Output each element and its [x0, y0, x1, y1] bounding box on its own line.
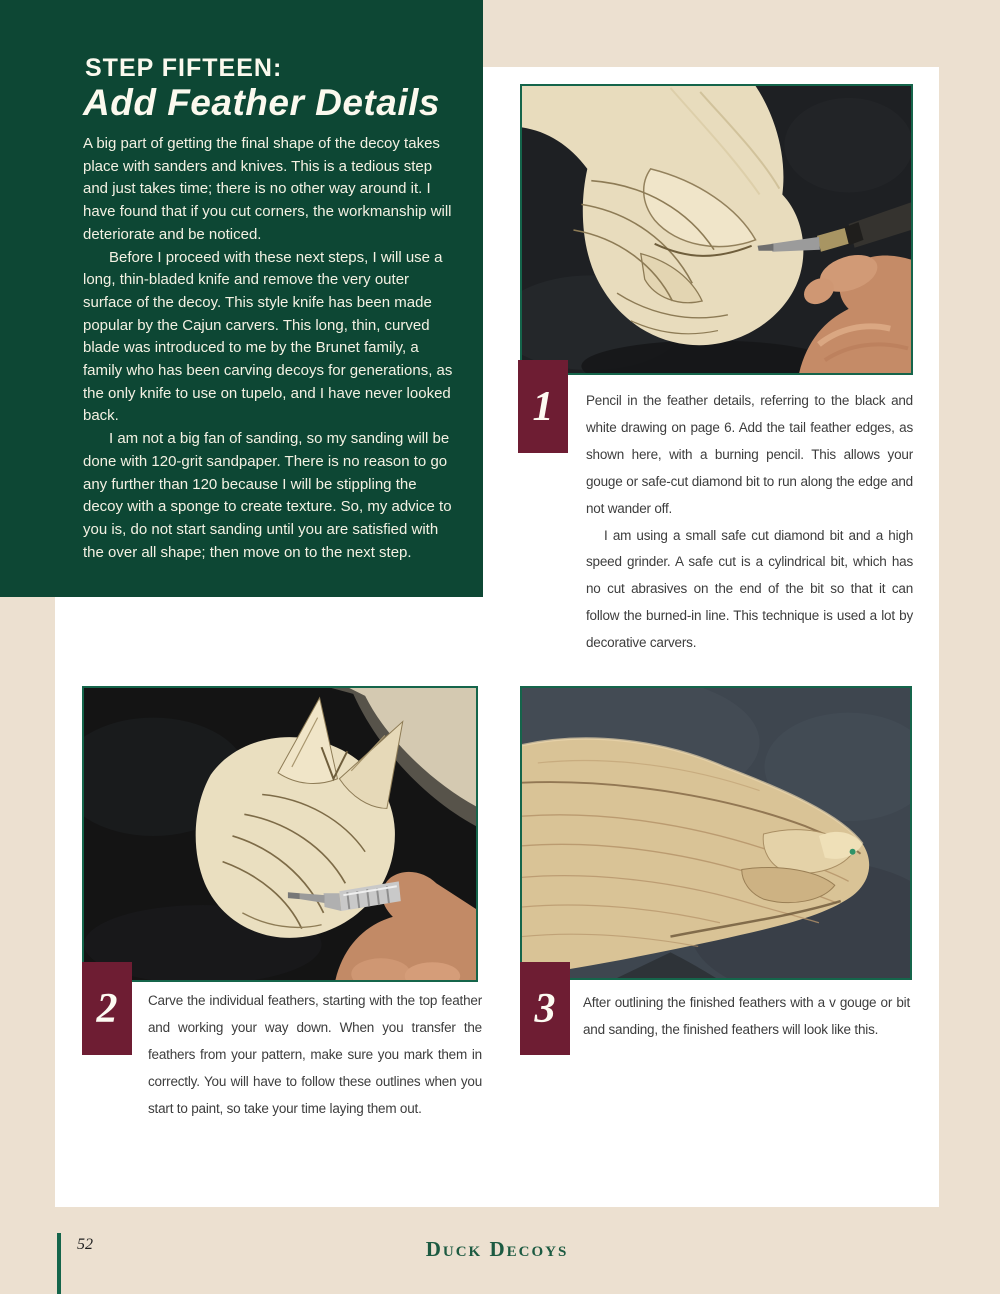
caption-paragraph: Carve the individual feathers, starting with the top feather and working your way down. When you transfer the feathers from your pattern, make sure you mark them in correctly. You will have to follow these outlines when you start to paint, so take your time laying them out.	[148, 993, 482, 1116]
intro-paragraph: A big part of getting the final shape of the decoy takes place with sanders and knives. This is a tedious step and just takes time; there is no other way around it. I have found that if you cut corners, the workmanship will deteriorate and be noticed.	[83, 135, 452, 243]
intro-paragraph: Before I proceed with these next steps, I will use a long, thin-bladed knife and remove the very outer surface of the decoy. This style knife has been made popular by the Cajun carvers. This long, thin, curved blade was introduced to me by the Brunet family, a family who has been carving decoys for generations, as the only knife to use on tupelo, and I have never looked back.	[83, 248, 453, 425]
intro-body	[83, 133, 453, 564]
photo-step1-burning-feather-edges	[520, 84, 913, 375]
intro-panel	[0, 0, 483, 597]
photo-step2-carving-feathers	[82, 686, 478, 982]
step-number-tab	[520, 962, 570, 1055]
photo-step3-image	[522, 688, 910, 978]
photo-step1-image	[522, 86, 911, 373]
step2-caption	[148, 988, 482, 1123]
caption-paragraph: Pencil in the feather details, referring to the black and white drawing on page 6. Add the tail feather edges, as shown here, with a burning pencil. This allows your gouge or safe-cut diamond bit to run along the edge and not wander off.	[586, 393, 913, 516]
step-number: 2	[96, 985, 118, 1032]
page-number: 52	[77, 1236, 93, 1253]
step3-caption	[583, 990, 910, 1044]
running-title: Duck Decoys	[425, 1237, 569, 1261]
photo-step2-image	[84, 688, 476, 980]
caption-paragraph: I am using a small safe cut diamond bit and a high speed grinder. A safe cut is a cylindrical bit, which has no cut abrasives on the end of the bit so that it can follow the burned-in line. This technique is used a lot by decorative carvers.	[586, 527, 913, 651]
step-number: 1	[532, 383, 554, 430]
photo-step3-finished-feathers	[520, 686, 912, 980]
step-title: Add Feather Details	[83, 82, 440, 123]
step-number-tab	[518, 360, 568, 453]
caption-paragraph: After outlining the finished feathers with a v gouge or bit and sanding, the finished feathers will look like this.	[583, 995, 910, 1037]
step1-caption	[586, 388, 913, 657]
intro-paragraph: I am not a big fan of sanding, so my sanding will be done with 120-grit sandpaper. There is no reason to go any further than 120 because I will be stippling the decoy with a sponge to create texture. So, my advice to you is, do not start sanding until you are satisfied with the over all shape; then move on to the next step.	[83, 430, 452, 561]
step-kicker: STEP FIFTEEN:	[85, 54, 283, 82]
step-number: 3	[534, 985, 556, 1032]
step-number-tab	[82, 962, 132, 1055]
